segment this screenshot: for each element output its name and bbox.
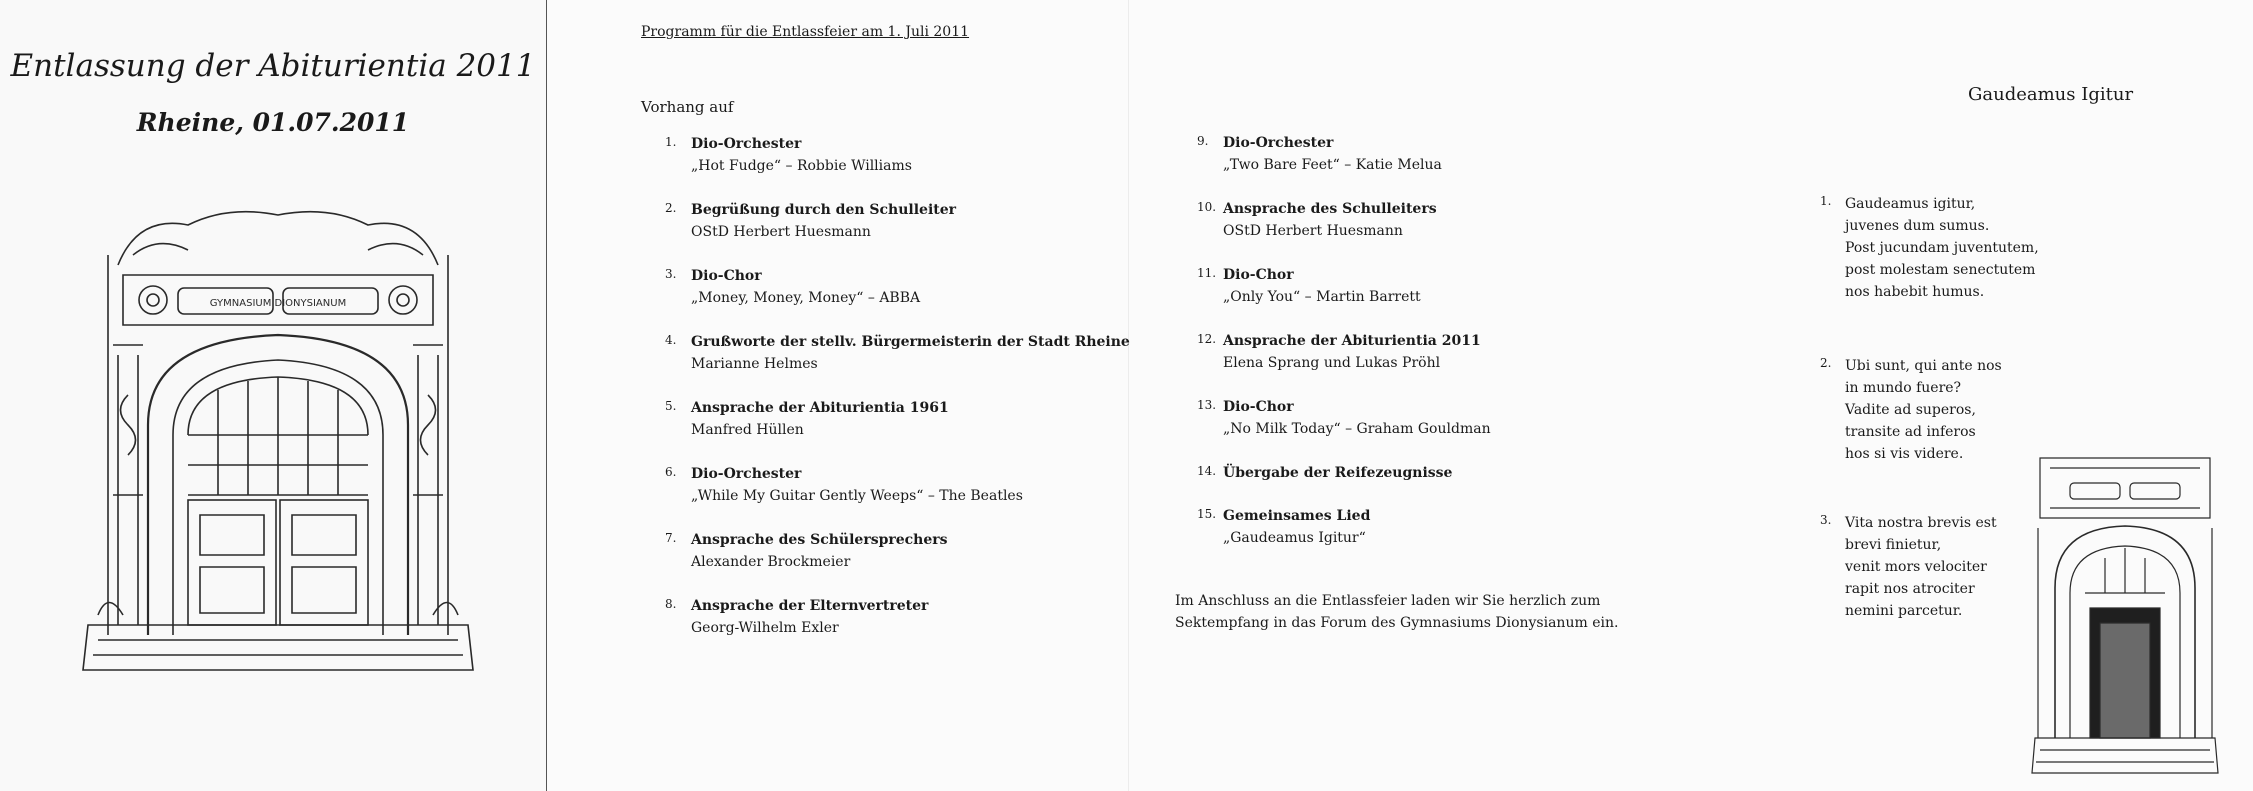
program-list-right — [1197, 132, 1491, 571]
program-item-title: Dio-Orchester — [691, 136, 802, 152]
gate-sign-text: GYMNASIUM DIONYSIANUM — [209, 298, 347, 309]
program-item-number: 11. — [1197, 266, 1217, 280]
program-item-detail: „Hot Fudge“ – Robbie Williams — [691, 158, 912, 174]
program-item-title: Ansprache der Abiturientia 1961 — [691, 400, 949, 416]
program-item-number: 3. — [665, 267, 677, 281]
program-item-number: 9. — [1197, 134, 1209, 148]
program-item-number: 14. — [1197, 464, 1217, 478]
verse-number: 1. — [1820, 194, 1832, 208]
verse-line: nemini parcetur. — [1845, 603, 1963, 619]
verse-line: venit mors velociter — [1845, 559, 1987, 575]
program-item-3 — [665, 265, 1130, 331]
program-item-6 — [665, 463, 1130, 529]
program-item-detail: „Money, Money, Money“ – ABBA — [691, 290, 921, 306]
school-gate-drawing — [78, 195, 478, 685]
program-item-7 — [665, 529, 1130, 595]
program-item-detail: „No Milk Today“ – Graham Gouldman — [1223, 421, 1491, 437]
program-item-detail: „While My Guitar Gently Weeps“ – The Beatles — [691, 488, 1023, 504]
program-item-title: Ansprache des Schülersprechers — [691, 532, 948, 548]
program-item-title: Dio-Chor — [1223, 267, 1294, 283]
program-item-title: Dio-Chor — [1223, 399, 1294, 415]
program-item-detail: Manfred Hüllen — [691, 422, 804, 438]
program-item-11 — [1197, 264, 1491, 330]
cover-subtitle: Rheine, 01.07.2011 — [136, 108, 410, 137]
program-item-5 — [665, 397, 1130, 463]
program-item-9 — [1197, 132, 1491, 198]
program-item-number: 1. — [665, 135, 677, 149]
program-item-number: 8. — [665, 597, 677, 611]
program-item-title: Übergabe der Reifezeugnisse — [1223, 465, 1453, 481]
program-item-10 — [1197, 198, 1491, 264]
program-item-number: 10. — [1197, 200, 1217, 214]
program-item-title: Dio-Orchester — [1223, 135, 1334, 151]
program-item-2 — [665, 199, 1130, 265]
school-gate-small-drawing — [2030, 448, 2220, 778]
song-title: Gaudeamus Igitur — [1968, 84, 2134, 105]
cover-title: Entlassung der Abiturientia 2011 — [10, 48, 536, 84]
program-item-title: Begrüßung durch den Schulleiter — [691, 202, 957, 218]
program-heading: Programm für die Entlassfeier am 1. Juli 2011 — [641, 24, 970, 40]
program-item-number: 5. — [665, 399, 677, 413]
program-item-number: 12. — [1197, 332, 1217, 346]
program-item-number: 13. — [1197, 398, 1217, 412]
program-item-detail: Alexander Brockmeier — [691, 554, 851, 570]
program-item-12 — [1197, 330, 1491, 396]
verse-line: rapit nos atrociter — [1845, 581, 1975, 597]
verse-line: hos si vis videre. — [1845, 446, 1964, 462]
cover-panel — [0, 0, 546, 791]
closing-invitation: Im Anschluss an die Entlassfeier laden wir Sie herzlich zum Sektempfang in das Forum des Gymnasiums Dionysianum ein. — [1175, 593, 1619, 631]
program-item-1 — [665, 133, 1130, 199]
program-item-number: 6. — [665, 465, 677, 479]
verse-line: transite ad inferos — [1845, 424, 1976, 440]
program-item-detail: OStD Herbert Huesmann — [1223, 223, 1403, 239]
program-item-13 — [1197, 396, 1491, 462]
program-item-detail: „Two Bare Feet“ – Katie Melua — [1223, 157, 1442, 173]
program-item-number: 15. — [1197, 507, 1217, 521]
verse-line: juvenes dum sumus. — [1845, 218, 1990, 234]
program-item-4 — [665, 331, 1130, 397]
program-item-number: 2. — [665, 201, 677, 215]
program-item-title: Ansprache der Elternvertreter — [691, 598, 929, 614]
verse-line: nos habebit humus. — [1845, 284, 1985, 300]
verse-line: brevi finietur, — [1845, 537, 1942, 553]
curtain-up-label: Vorhang auf — [641, 98, 734, 116]
verse-line: post molestam senectutem — [1845, 262, 2036, 278]
program-item-title: Dio-Orchester — [691, 466, 802, 482]
program-item-title: Ansprache des Schulleiters — [1223, 201, 1437, 217]
program-item-number: 4. — [665, 333, 677, 347]
program-item-detail: Elena Sprang und Lukas Pröhl — [1223, 355, 1441, 371]
song-verses — [1820, 193, 2039, 622]
verse-number: 2. — [1820, 356, 1832, 370]
program-list-left — [665, 133, 1130, 661]
verse-3 — [1820, 512, 2039, 622]
program-item-detail: „Only You“ – Martin Barrett — [1223, 289, 1421, 305]
program-item-detail: Georg-Wilhelm Exler — [691, 620, 839, 636]
program-item-title: Grußworte der stellv. Bürgermeisterin der Stadt Rheine — [691, 334, 1130, 350]
program-item-title: Ansprache der Abiturientia 2011 — [1223, 333, 1481, 349]
program-item-title: Gemeinsames Lied — [1223, 508, 1371, 524]
program-item-number: 7. — [665, 531, 677, 545]
verse-1 — [1820, 193, 2039, 355]
verse-2 — [1820, 355, 2039, 512]
verse-line: Ubi sunt, qui ante nos — [1845, 358, 2002, 374]
program-item-title: Dio-Chor — [691, 268, 762, 284]
verse-line: Gaudeamus igitur, — [1845, 196, 1976, 212]
verse-line: in mundo fuere? — [1845, 380, 1962, 396]
program-item-detail: OStD Herbert Huesmann — [691, 224, 871, 240]
program-item-15 — [1197, 505, 1491, 571]
program-item-detail: Marianne Helmes — [691, 356, 818, 372]
program-item-14 — [1197, 462, 1491, 505]
verse-line: Vita nostra brevis est — [1845, 515, 1997, 531]
verse-line: Vadite ad superos, — [1845, 402, 1976, 418]
program-item-detail: „Gaudeamus Igitur“ — [1223, 530, 1366, 546]
verse-line: Post jucundam juventutem, — [1845, 240, 2039, 256]
program-item-8 — [665, 595, 1130, 661]
verse-number: 3. — [1820, 513, 1832, 527]
